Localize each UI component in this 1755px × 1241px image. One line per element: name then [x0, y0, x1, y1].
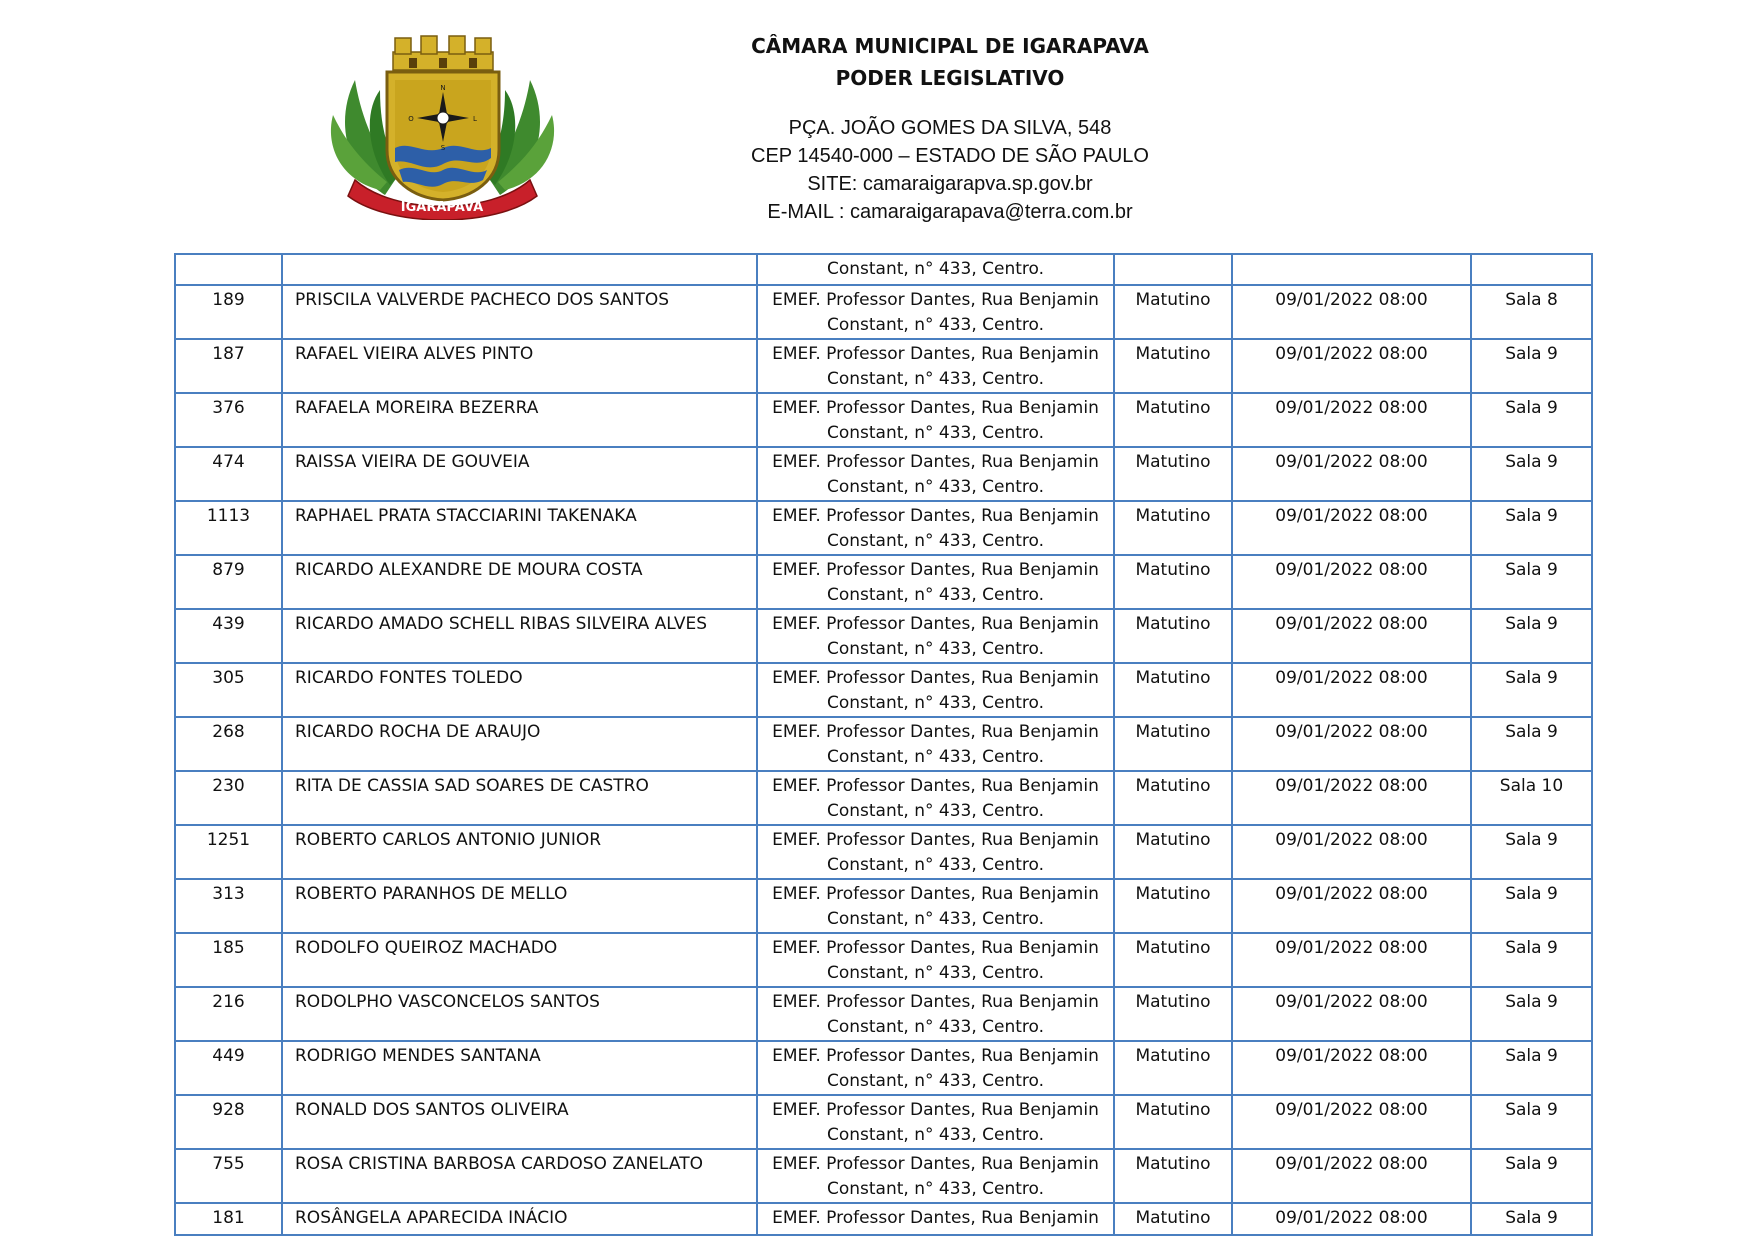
website-line: SITE: camaraigarapva.sp.gov.br [807, 173, 1093, 195]
cell-location-line-1: EMEF. Professor Dantes, Rua Benjamin [772, 560, 1099, 580]
cell-name: RICARDO ALEXANDRE DE MOURA COSTA [282, 555, 757, 609]
cell-date: 09/01/2022 08:00 [1232, 663, 1471, 717]
svg-text:O: O [408, 115, 414, 123]
cell-number: 185 [175, 933, 282, 987]
cell-name: ROBERTO CARLOS ANTONIO JUNIOR [282, 825, 757, 879]
cell-location-line-1: EMEF. Professor Dantes, Rua Benjamin [772, 398, 1099, 418]
cell-date: 09/01/2022 08:00 [1232, 339, 1471, 393]
cell-name [282, 254, 757, 285]
cell-number: 449 [175, 1041, 282, 1095]
cell-room: Sala 9 [1471, 1095, 1592, 1149]
cell-location [757, 825, 1114, 879]
cell-date [1232, 254, 1471, 285]
cell-location [757, 933, 1114, 987]
cell-date: 09/01/2022 08:00 [1232, 1203, 1471, 1235]
cell-number: 189 [175, 285, 282, 339]
cell-name: RICARDO AMADO SCHELL RIBAS SILVEIRA ALVES [282, 609, 757, 663]
cell-shift: Matutino [1114, 1095, 1232, 1149]
cell-name: PRISCILA VALVERDE PACHECO DOS SANTOS [282, 285, 757, 339]
cell-date: 09/01/2022 08:00 [1232, 501, 1471, 555]
cell-shift: Matutino [1114, 393, 1232, 447]
cell-name: RAFAELA MOREIRA BEZERRA [282, 393, 757, 447]
cell-room: Sala 10 [1471, 771, 1592, 825]
cell-number: 755 [175, 1149, 282, 1203]
cell-shift: Matutino [1114, 663, 1232, 717]
cell-location-line-1: EMEF. Professor Dantes, Rua Benjamin [772, 722, 1099, 742]
cell-date: 09/01/2022 08:00 [1232, 285, 1471, 339]
cell-room: Sala 9 [1471, 339, 1592, 393]
cell-location-line-1: EMEF. Professor Dantes, Rua Benjamin [772, 614, 1099, 634]
cell-room: Sala 9 [1471, 609, 1592, 663]
cell-shift: Matutino [1114, 555, 1232, 609]
cell-location [757, 447, 1114, 501]
cell-number: 376 [175, 393, 282, 447]
cell-location-line-1: EMEF. Professor Dantes, Rua Benjamin [772, 992, 1099, 1012]
table-row [175, 987, 1592, 1041]
table-row [175, 1149, 1592, 1203]
institution-subtitle: PODER LEGISLATIVO [835, 66, 1065, 90]
cell-room: Sala 9 [1471, 393, 1592, 447]
cell-number: 474 [175, 447, 282, 501]
cell-location-line-2: Constant, n° 433, Centro. [826, 477, 1045, 497]
table-row [175, 339, 1592, 393]
cell-location-line-2: Constant, n° 433, Centro. [826, 531, 1045, 551]
cell-location [757, 1095, 1114, 1149]
cell-location-line-2: Constant, n° 433, Centro. [826, 1179, 1045, 1199]
cell-location-line-1: EMEF. Professor Dantes, Rua Benjamin [772, 938, 1099, 958]
cell-location [757, 717, 1114, 771]
postal-line: CEP 14540-000 – ESTADO DE SÃO PAULO [751, 145, 1149, 167]
cell-location: EMEF. Professor Dantes, Rua Benjamin [757, 1203, 1114, 1235]
svg-text:S: S [440, 144, 446, 152]
cell-location-line-2: Constant, n° 433, Centro. [826, 693, 1045, 713]
cell-shift: Matutino [1114, 285, 1232, 339]
shield-icon [387, 72, 499, 200]
cell-number: 216 [175, 987, 282, 1041]
cell-shift: Matutino [1114, 501, 1232, 555]
table-row [175, 555, 1592, 609]
email-line: E-MAIL : camaraigarapava@terra.com.br [767, 201, 1133, 223]
cell-room: Sala 8 [1471, 285, 1592, 339]
cell-name: ROSA CRISTINA BARBOSA CARDOSO ZANELATO [282, 1149, 757, 1203]
cell-location-line-2: Constant, n° 433, Centro. [826, 1017, 1045, 1037]
cell-location-line-1: EMEF. Professor Dantes, Rua Benjamin [772, 668, 1099, 688]
document-header [600, 30, 1300, 226]
cell-name: RODOLPHO VASCONCELOS SANTOS [282, 987, 757, 1041]
address-line: PÇA. JOÃO GOMES DA SILVA, 548 [788, 117, 1112, 139]
cell-shift: Matutino [1114, 609, 1232, 663]
cell-shift: Matutino [1114, 933, 1232, 987]
cell-date: 09/01/2022 08:00 [1232, 771, 1471, 825]
crown-icon [393, 36, 493, 70]
cell-number: 268 [175, 717, 282, 771]
cell-location [757, 501, 1114, 555]
cell-location-line-1: EMEF. Professor Dantes, Rua Benjamin [772, 830, 1099, 850]
cell-location [757, 609, 1114, 663]
table-row [175, 933, 1592, 987]
cell-date: 09/01/2022 08:00 [1232, 717, 1471, 771]
cell-room: Sala 9 [1471, 1203, 1592, 1235]
cell-number: 879 [175, 555, 282, 609]
cell-number: 1251 [175, 825, 282, 879]
cell-location [757, 663, 1114, 717]
table-row [175, 771, 1592, 825]
cell-number: 305 [175, 663, 282, 717]
svg-text:IGARAPAVA: IGARAPAVA [400, 200, 484, 215]
table-row [175, 609, 1592, 663]
cell-shift [1114, 254, 1232, 285]
cell-room: Sala 9 [1471, 825, 1592, 879]
cell-location-line-2: Constant, n° 433, Centro. [826, 801, 1045, 821]
cell-location-line-2: Constant, n° 433, Centro. [826, 747, 1045, 767]
cell-location [757, 879, 1114, 933]
cell-shift: Matutino [1114, 1203, 1232, 1235]
cell-date: 09/01/2022 08:00 [1232, 447, 1471, 501]
cell-location-line-2: Constant, n° 433, Centro. [826, 585, 1045, 605]
cell-room: Sala 9 [1471, 501, 1592, 555]
cell-location-line-1: EMEF. Professor Dantes, Rua Benjamin [772, 776, 1099, 796]
cell-shift: Matutino [1114, 1041, 1232, 1095]
cell-name: ROSÂNGELA APARECIDA INÁCIO [282, 1203, 757, 1235]
cell-number: 230 [175, 771, 282, 825]
cell-date: 09/01/2022 08:00 [1232, 933, 1471, 987]
cell-number: 313 [175, 879, 282, 933]
cell-date: 09/01/2022 08:00 [1232, 393, 1471, 447]
cell-location [757, 1041, 1114, 1095]
cell-name: RAFAEL VIEIRA ALVES PINTO [282, 339, 757, 393]
cell-number: 187 [175, 339, 282, 393]
cell-location [757, 771, 1114, 825]
cell-number: 439 [175, 609, 282, 663]
table-row [175, 663, 1592, 717]
cell-shift: Matutino [1114, 879, 1232, 933]
cell-room: Sala 9 [1471, 879, 1592, 933]
cell-location: Constant, n° 433, Centro. [757, 254, 1114, 285]
cell-location [757, 987, 1114, 1041]
cell-number: 1113 [175, 501, 282, 555]
table-row [175, 825, 1592, 879]
cell-name: RONALD DOS SANTOS OLIVEIRA [282, 1095, 757, 1149]
cell-room: Sala 9 [1471, 1149, 1592, 1203]
table-row [175, 1041, 1592, 1095]
cell-shift: Matutino [1114, 825, 1232, 879]
cell-location [757, 393, 1114, 447]
cell-location [757, 555, 1114, 609]
cell-location-line-2: Constant, n° 433, Centro. [826, 1071, 1045, 1091]
table-row [175, 501, 1592, 555]
cell-location-line-2: Constant, n° 433, Centro. [826, 369, 1045, 389]
cell-location-line-2: Constant, n° 433, Centro. [826, 1125, 1045, 1145]
svg-text:L: L [473, 115, 477, 123]
table-row [175, 447, 1592, 501]
institution-title: CÂMARA MUNICIPAL DE IGARAPAVA [751, 34, 1149, 58]
cell-location-line-2: Constant, n° 433, Centro. [826, 423, 1045, 443]
cell-location-line-1: EMEF. Professor Dantes, Rua Benjamin [772, 1154, 1099, 1174]
cell-name: ROBERTO PARANHOS DE MELLO [282, 879, 757, 933]
cell-date: 09/01/2022 08:00 [1232, 555, 1471, 609]
cell-name: RAPHAEL PRATA STACCIARINI TAKENAKA [282, 501, 757, 555]
cell-date: 09/01/2022 08:00 [1232, 609, 1471, 663]
cell-location-line-1: EMEF. Professor Dantes, Rua Benjamin [772, 1100, 1099, 1120]
cell-date: 09/01/2022 08:00 [1232, 825, 1471, 879]
cell-location-line-1: EMEF. Professor Dantes, Rua Benjamin [772, 452, 1099, 472]
cell-date: 09/01/2022 08:00 [1232, 1149, 1471, 1203]
cell-location-line-2: Constant, n° 433, Centro. [826, 315, 1045, 335]
table-row [175, 393, 1592, 447]
table-body [175, 254, 1592, 1235]
cell-room: Sala 9 [1471, 717, 1592, 771]
cell-room: Sala 9 [1471, 987, 1592, 1041]
cell-name: RODOLFO QUEIROZ MACHADO [282, 933, 757, 987]
cell-location-line-1: EMEF. Professor Dantes, Rua Benjamin [772, 290, 1099, 310]
cell-location [757, 339, 1114, 393]
cell-name: RAISSA VIEIRA DE GOUVEIA [282, 447, 757, 501]
cell-number [175, 254, 282, 285]
cell-date: 09/01/2022 08:00 [1232, 987, 1471, 1041]
cell-location-line-1: EMEF. Professor Dantes, Rua Benjamin [772, 1046, 1099, 1066]
cell-date: 09/01/2022 08:00 [1232, 1041, 1471, 1095]
cell-shift: Matutino [1114, 339, 1232, 393]
cell-number: 928 [175, 1095, 282, 1149]
cell-location-line-1: EMEF. Professor Dantes, Rua Benjamin [772, 884, 1099, 904]
cell-shift: Matutino [1114, 447, 1232, 501]
cell-room: Sala 9 [1471, 663, 1592, 717]
cell-date: 09/01/2022 08:00 [1232, 1095, 1471, 1149]
cell-date: 09/01/2022 08:00 [1232, 879, 1471, 933]
cell-number: 181 [175, 1203, 282, 1235]
cell-location [757, 285, 1114, 339]
cell-location [757, 1149, 1114, 1203]
table-row [175, 285, 1592, 339]
cell-location-line-2: Constant, n° 433, Centro. [826, 909, 1045, 929]
cell-shift: Matutino [1114, 771, 1232, 825]
candidate-table [174, 253, 1593, 1236]
cell-shift: Matutino [1114, 717, 1232, 771]
cell-name: RODRIGO MENDES SANTANA [282, 1041, 757, 1095]
cell-location-line-2: Constant, n° 433, Centro. [826, 855, 1045, 875]
cell-location-line-2: Constant, n° 433, Centro. [826, 963, 1045, 983]
cell-room [1471, 254, 1592, 285]
cell-shift: Matutino [1114, 987, 1232, 1041]
table-row-continuation [175, 254, 1592, 285]
cell-room: Sala 9 [1471, 555, 1592, 609]
cell-name: RICARDO FONTES TOLEDO [282, 663, 757, 717]
cell-room: Sala 9 [1471, 933, 1592, 987]
svg-text:N: N [440, 84, 446, 92]
table-row [175, 1203, 1592, 1235]
table-row [175, 879, 1592, 933]
cell-room: Sala 9 [1471, 1041, 1592, 1095]
cell-location-line-2: Constant, n° 433, Centro. [826, 639, 1045, 659]
cell-name: RITA DE CASSIA SAD SOARES DE CASTRO [282, 771, 757, 825]
cell-shift: Matutino [1114, 1149, 1232, 1203]
table-row [175, 717, 1592, 771]
cell-location-line-1: EMEF. Professor Dantes, Rua Benjamin [772, 344, 1099, 364]
table-row [175, 1095, 1592, 1149]
cell-room: Sala 9 [1471, 447, 1592, 501]
coat-of-arms-icon [325, 30, 560, 220]
cell-location-line-1: EMEF. Professor Dantes, Rua Benjamin [772, 506, 1099, 526]
cell-name: RICARDO ROCHA DE ARAUJO [282, 717, 757, 771]
